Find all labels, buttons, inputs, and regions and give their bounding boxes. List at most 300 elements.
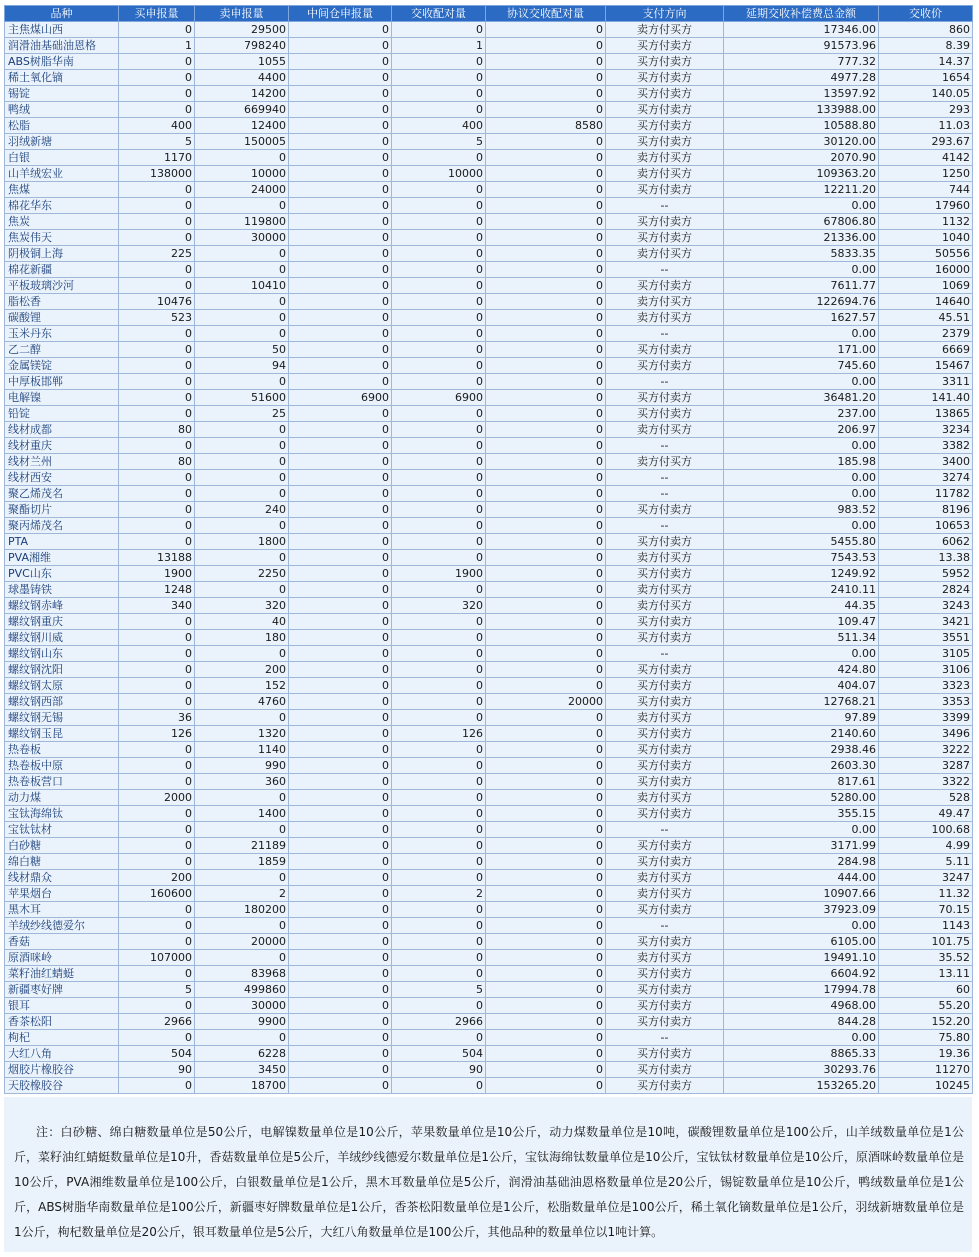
cell-payment-direction: 卖方付买方 bbox=[606, 582, 724, 598]
cell-variety: 螺纹钢川威 bbox=[5, 630, 119, 646]
cell-intermediate-declared: 0 bbox=[289, 134, 392, 150]
cell-delivery-price: 70.15 bbox=[879, 902, 973, 918]
cell-agreement-matched: 0 bbox=[486, 918, 606, 934]
cell-variety: 球墨铸铁 bbox=[5, 582, 119, 598]
cell-agreement-matched: 0 bbox=[486, 406, 606, 422]
cell-agreement-matched: 0 bbox=[486, 422, 606, 438]
cell-variety: PTA bbox=[5, 534, 119, 550]
cell-intermediate-declared: 0 bbox=[289, 326, 392, 342]
cell-compensation-total: 3171.99 bbox=[724, 838, 879, 854]
cell-intermediate-declared: 0 bbox=[289, 214, 392, 230]
cell-matched: 0 bbox=[392, 374, 486, 390]
cell-buy-declared: 0 bbox=[119, 774, 195, 790]
cell-buy-declared: 0 bbox=[119, 614, 195, 630]
cell-buy-declared: 0 bbox=[119, 662, 195, 678]
cell-matched: 0 bbox=[392, 630, 486, 646]
cell-variety: 脂松香 bbox=[5, 294, 119, 310]
cell-variety: 天胶橡胶谷 bbox=[5, 1078, 119, 1094]
table-header-row bbox=[5, 6, 973, 22]
cell-compensation-total: 97.89 bbox=[724, 710, 879, 726]
cell-matched: 0 bbox=[392, 822, 486, 838]
cell-delivery-price: 293.67 bbox=[879, 134, 973, 150]
cell-matched: 0 bbox=[392, 294, 486, 310]
cell-variety: 烟胶片橡胶谷 bbox=[5, 1062, 119, 1078]
cell-payment-direction: 卖方付买方 bbox=[606, 166, 724, 182]
cell-payment-direction: 卖方付买方 bbox=[606, 310, 724, 326]
cell-compensation-total: 2410.11 bbox=[724, 582, 879, 598]
cell-buy-declared: 0 bbox=[119, 678, 195, 694]
cell-intermediate-declared: 0 bbox=[289, 582, 392, 598]
table-row bbox=[5, 982, 973, 998]
cell-variety: 线材兰州 bbox=[5, 454, 119, 470]
cell-variety: 松脂 bbox=[5, 118, 119, 134]
cell-compensation-total: 109363.20 bbox=[724, 166, 879, 182]
cell-buy-declared: 5 bbox=[119, 982, 195, 998]
cell-payment-direction: 买方付卖方 bbox=[606, 406, 724, 422]
cell-payment-direction: -- bbox=[606, 198, 724, 214]
cell-matched: 0 bbox=[392, 902, 486, 918]
cell-compensation-total: 0.00 bbox=[724, 646, 879, 662]
cell-intermediate-declared: 0 bbox=[289, 1030, 392, 1046]
cell-variety: 金属镁锭 bbox=[5, 358, 119, 374]
cell-sell-declared: 94 bbox=[195, 358, 289, 374]
cell-sell-declared: 10000 bbox=[195, 166, 289, 182]
cell-buy-declared: 0 bbox=[119, 470, 195, 486]
cell-intermediate-declared: 0 bbox=[289, 742, 392, 758]
cell-intermediate-declared: 0 bbox=[289, 758, 392, 774]
cell-compensation-total: 745.60 bbox=[724, 358, 879, 374]
cell-matched: 2 bbox=[392, 886, 486, 902]
table-row bbox=[5, 774, 973, 790]
cell-intermediate-declared: 0 bbox=[289, 70, 392, 86]
table-row bbox=[5, 230, 973, 246]
cell-payment-direction: 买方付卖方 bbox=[606, 806, 724, 822]
cell-variety: 宝钛钛材 bbox=[5, 822, 119, 838]
cell-matched: 0 bbox=[392, 342, 486, 358]
cell-payment-direction: 买方付卖方 bbox=[606, 358, 724, 374]
cell-matched: 0 bbox=[392, 806, 486, 822]
cell-matched: 1 bbox=[392, 38, 486, 54]
cell-matched: 0 bbox=[392, 550, 486, 566]
cell-payment-direction: 买方付卖方 bbox=[606, 726, 724, 742]
cell-matched: 10000 bbox=[392, 166, 486, 182]
cell-sell-declared: 18700 bbox=[195, 1078, 289, 1094]
cell-matched: 0 bbox=[392, 54, 486, 70]
cell-variety: 苹果烟台 bbox=[5, 886, 119, 902]
cell-sell-declared: 0 bbox=[195, 518, 289, 534]
cell-variety: 聚酯切片 bbox=[5, 502, 119, 518]
table-row bbox=[5, 86, 973, 102]
cell-matched: 90 bbox=[392, 1062, 486, 1078]
cell-matched: 0 bbox=[392, 454, 486, 470]
cell-buy-declared: 1 bbox=[119, 38, 195, 54]
header-sell-declared: 卖申报量 bbox=[195, 6, 289, 22]
table-body bbox=[5, 22, 973, 1094]
cell-intermediate-declared: 0 bbox=[289, 902, 392, 918]
cell-buy-declared: 0 bbox=[119, 902, 195, 918]
table-row bbox=[5, 470, 973, 486]
cell-matched: 504 bbox=[392, 1046, 486, 1062]
cell-agreement-matched: 0 bbox=[486, 38, 606, 54]
cell-agreement-matched: 0 bbox=[486, 390, 606, 406]
cell-buy-declared: 0 bbox=[119, 534, 195, 550]
cell-delivery-price: 8196 bbox=[879, 502, 973, 518]
cell-sell-declared: 180 bbox=[195, 630, 289, 646]
cell-agreement-matched: 0 bbox=[486, 966, 606, 982]
table-row bbox=[5, 678, 973, 694]
table-row bbox=[5, 950, 973, 966]
cell-delivery-price: 3234 bbox=[879, 422, 973, 438]
table-row bbox=[5, 422, 973, 438]
cell-intermediate-declared: 0 bbox=[289, 1046, 392, 1062]
delivery-table-container bbox=[4, 5, 972, 1094]
cell-sell-declared: 152 bbox=[195, 678, 289, 694]
cell-compensation-total: 10907.66 bbox=[724, 886, 879, 902]
cell-matched: 6900 bbox=[392, 390, 486, 406]
cell-compensation-total: 817.61 bbox=[724, 774, 879, 790]
cell-intermediate-declared: 0 bbox=[289, 1014, 392, 1030]
cell-sell-declared: 1055 bbox=[195, 54, 289, 70]
cell-delivery-price: 3222 bbox=[879, 742, 973, 758]
cell-compensation-total: 0.00 bbox=[724, 374, 879, 390]
cell-variety: 银耳 bbox=[5, 998, 119, 1014]
cell-sell-declared: 6228 bbox=[195, 1046, 289, 1062]
cell-variety: 锡锭 bbox=[5, 86, 119, 102]
cell-delivery-price: 13.38 bbox=[879, 550, 973, 566]
cell-agreement-matched: 0 bbox=[486, 838, 606, 854]
cell-buy-declared: 0 bbox=[119, 102, 195, 118]
cell-sell-declared: 0 bbox=[195, 710, 289, 726]
cell-agreement-matched: 0 bbox=[486, 806, 606, 822]
cell-compensation-total: 122694.76 bbox=[724, 294, 879, 310]
cell-matched: 0 bbox=[392, 678, 486, 694]
cell-delivery-price: 3551 bbox=[879, 630, 973, 646]
cell-agreement-matched: 0 bbox=[486, 342, 606, 358]
cell-variety: 螺纹钢赤峰 bbox=[5, 598, 119, 614]
cell-matched: 0 bbox=[392, 966, 486, 982]
cell-compensation-total: 7543.53 bbox=[724, 550, 879, 566]
cell-sell-declared: 21189 bbox=[195, 838, 289, 854]
cell-buy-declared: 0 bbox=[119, 854, 195, 870]
cell-agreement-matched: 0 bbox=[486, 902, 606, 918]
table-row bbox=[5, 870, 973, 886]
cell-buy-declared: 0 bbox=[119, 742, 195, 758]
cell-delivery-price: 10245 bbox=[879, 1078, 973, 1094]
cell-agreement-matched: 0 bbox=[486, 438, 606, 454]
cell-agreement-matched: 0 bbox=[486, 790, 606, 806]
cell-sell-declared: 3450 bbox=[195, 1062, 289, 1078]
table-row bbox=[5, 630, 973, 646]
cell-agreement-matched: 0 bbox=[486, 230, 606, 246]
cell-intermediate-declared: 0 bbox=[289, 710, 392, 726]
cell-sell-declared: 119800 bbox=[195, 214, 289, 230]
cell-matched: 0 bbox=[392, 870, 486, 886]
cell-buy-declared: 0 bbox=[119, 1078, 195, 1094]
cell-agreement-matched: 0 bbox=[486, 678, 606, 694]
cell-intermediate-declared: 0 bbox=[289, 470, 392, 486]
cell-payment-direction: -- bbox=[606, 374, 724, 390]
cell-variety: 螺纹钢西部 bbox=[5, 694, 119, 710]
cell-agreement-matched: 0 bbox=[486, 982, 606, 998]
table-row bbox=[5, 166, 973, 182]
cell-buy-declared: 1248 bbox=[119, 582, 195, 598]
cell-payment-direction: -- bbox=[606, 438, 724, 454]
cell-sell-declared: 0 bbox=[195, 326, 289, 342]
cell-buy-declared: 80 bbox=[119, 454, 195, 470]
cell-delivery-price: 3274 bbox=[879, 470, 973, 486]
cell-buy-declared: 0 bbox=[119, 70, 195, 86]
cell-matched: 0 bbox=[392, 534, 486, 550]
cell-delivery-price: 14.37 bbox=[879, 54, 973, 70]
cell-sell-declared: 0 bbox=[195, 422, 289, 438]
cell-payment-direction: 买方付卖方 bbox=[606, 342, 724, 358]
cell-variety: 热卷板营口 bbox=[5, 774, 119, 790]
cell-buy-declared: 2966 bbox=[119, 1014, 195, 1030]
cell-compensation-total: 10588.80 bbox=[724, 118, 879, 134]
cell-compensation-total: 844.28 bbox=[724, 1014, 879, 1030]
cell-delivery-price: 6062 bbox=[879, 534, 973, 550]
cell-agreement-matched: 0 bbox=[486, 726, 606, 742]
table-row bbox=[5, 806, 973, 822]
cell-matched: 0 bbox=[392, 102, 486, 118]
cell-sell-declared: 0 bbox=[195, 246, 289, 262]
cell-payment-direction: 卖方付买方 bbox=[606, 950, 724, 966]
cell-matched: 0 bbox=[392, 646, 486, 662]
cell-intermediate-declared: 0 bbox=[289, 150, 392, 166]
cell-matched: 0 bbox=[392, 582, 486, 598]
cell-delivery-price: 3400 bbox=[879, 454, 973, 470]
cell-buy-declared: 504 bbox=[119, 1046, 195, 1062]
cell-delivery-price: 528 bbox=[879, 790, 973, 806]
cell-buy-declared: 0 bbox=[119, 326, 195, 342]
cell-sell-declared: 240 bbox=[195, 502, 289, 518]
cell-agreement-matched: 0 bbox=[486, 566, 606, 582]
cell-delivery-price: 8.39 bbox=[879, 38, 973, 54]
cell-intermediate-declared: 0 bbox=[289, 246, 392, 262]
cell-agreement-matched: 0 bbox=[486, 870, 606, 886]
cell-delivery-price: 3287 bbox=[879, 758, 973, 774]
cell-sell-declared: 0 bbox=[195, 950, 289, 966]
table-row bbox=[5, 790, 973, 806]
cell-matched: 0 bbox=[392, 1078, 486, 1094]
cell-intermediate-declared: 0 bbox=[289, 534, 392, 550]
cell-matched: 2966 bbox=[392, 1014, 486, 1030]
cell-compensation-total: 2140.60 bbox=[724, 726, 879, 742]
cell-payment-direction: 买方付卖方 bbox=[606, 758, 724, 774]
table-row bbox=[5, 214, 973, 230]
cell-sell-declared: 360 bbox=[195, 774, 289, 790]
cell-buy-declared: 400 bbox=[119, 118, 195, 134]
cell-matched: 0 bbox=[392, 262, 486, 278]
cell-buy-declared: 0 bbox=[119, 518, 195, 534]
cell-agreement-matched: 0 bbox=[486, 54, 606, 70]
cell-agreement-matched: 0 bbox=[486, 102, 606, 118]
cell-payment-direction: -- bbox=[606, 486, 724, 502]
cell-intermediate-declared: 0 bbox=[289, 182, 392, 198]
cell-agreement-matched: 0 bbox=[486, 470, 606, 486]
table-row bbox=[5, 998, 973, 1014]
cell-delivery-price: 17960 bbox=[879, 198, 973, 214]
cell-delivery-price: 3311 bbox=[879, 374, 973, 390]
table-row bbox=[5, 134, 973, 150]
cell-delivery-price: 141.40 bbox=[879, 390, 973, 406]
cell-intermediate-declared: 0 bbox=[289, 406, 392, 422]
cell-intermediate-declared: 0 bbox=[289, 662, 392, 678]
cell-matched: 0 bbox=[392, 422, 486, 438]
cell-delivery-price: 14640 bbox=[879, 294, 973, 310]
cell-agreement-matched: 0 bbox=[486, 758, 606, 774]
cell-delivery-price: 1132 bbox=[879, 214, 973, 230]
cell-intermediate-declared: 0 bbox=[289, 358, 392, 374]
cell-agreement-matched: 0 bbox=[486, 886, 606, 902]
cell-buy-declared: 0 bbox=[119, 966, 195, 982]
table-row bbox=[5, 710, 973, 726]
cell-variety: 线材鼎众 bbox=[5, 870, 119, 886]
cell-variety: 稀土氧化镝 bbox=[5, 70, 119, 86]
table-row bbox=[5, 486, 973, 502]
cell-matched: 0 bbox=[392, 694, 486, 710]
cell-payment-direction: 买方付卖方 bbox=[606, 1062, 724, 1078]
cell-variety: 聚丙烯茂名 bbox=[5, 518, 119, 534]
cell-payment-direction: 卖方付买方 bbox=[606, 598, 724, 614]
cell-intermediate-declared: 0 bbox=[289, 982, 392, 998]
cell-intermediate-declared: 0 bbox=[289, 198, 392, 214]
cell-delivery-price: 100.68 bbox=[879, 822, 973, 838]
cell-buy-declared: 0 bbox=[119, 22, 195, 38]
cell-payment-direction: 卖方付买方 bbox=[606, 710, 724, 726]
cell-compensation-total: 0.00 bbox=[724, 822, 879, 838]
cell-delivery-price: 3382 bbox=[879, 438, 973, 454]
cell-intermediate-declared: 0 bbox=[289, 950, 392, 966]
cell-payment-direction: 买方付卖方 bbox=[606, 934, 724, 950]
cell-variety: 枸杞 bbox=[5, 1030, 119, 1046]
cell-compensation-total: 91573.96 bbox=[724, 38, 879, 54]
cell-matched: 0 bbox=[392, 998, 486, 1014]
cell-sell-declared: 320 bbox=[195, 598, 289, 614]
cell-sell-declared: 50 bbox=[195, 342, 289, 358]
cell-buy-declared: 0 bbox=[119, 438, 195, 454]
cell-payment-direction: -- bbox=[606, 262, 724, 278]
cell-compensation-total: 5455.80 bbox=[724, 534, 879, 550]
table-row bbox=[5, 550, 973, 566]
cell-delivery-price: 1250 bbox=[879, 166, 973, 182]
cell-buy-declared: 2000 bbox=[119, 790, 195, 806]
cell-variety: 菜籽油红蜻蜓 bbox=[5, 966, 119, 982]
table-row bbox=[5, 934, 973, 950]
cell-compensation-total: 777.32 bbox=[724, 54, 879, 70]
cell-matched: 0 bbox=[392, 182, 486, 198]
cell-variety: 焦炭 bbox=[5, 214, 119, 230]
cell-compensation-total: 1249.92 bbox=[724, 566, 879, 582]
cell-intermediate-declared: 0 bbox=[289, 806, 392, 822]
cell-sell-declared: 200 bbox=[195, 662, 289, 678]
cell-variety: 平板玻璃沙河 bbox=[5, 278, 119, 294]
cell-intermediate-declared: 0 bbox=[289, 566, 392, 582]
cell-variety: 电解镍 bbox=[5, 390, 119, 406]
cell-intermediate-declared: 0 bbox=[289, 118, 392, 134]
cell-agreement-matched: 20000 bbox=[486, 694, 606, 710]
cell-buy-declared: 126 bbox=[119, 726, 195, 742]
cell-variety: 新疆枣好牌 bbox=[5, 982, 119, 998]
cell-agreement-matched: 0 bbox=[486, 374, 606, 390]
cell-variety: 铅锭 bbox=[5, 406, 119, 422]
cell-buy-declared: 0 bbox=[119, 758, 195, 774]
cell-matched: 0 bbox=[392, 438, 486, 454]
cell-sell-declared: 798240 bbox=[195, 38, 289, 54]
cell-matched: 0 bbox=[392, 86, 486, 102]
cell-payment-direction: 买方付卖方 bbox=[606, 230, 724, 246]
cell-compensation-total: 424.80 bbox=[724, 662, 879, 678]
cell-sell-declared: 20000 bbox=[195, 934, 289, 950]
cell-matched: 0 bbox=[392, 406, 486, 422]
table-row bbox=[5, 854, 973, 870]
cell-sell-declared: 0 bbox=[195, 454, 289, 470]
cell-buy-declared: 0 bbox=[119, 230, 195, 246]
cell-buy-declared: 1900 bbox=[119, 566, 195, 582]
cell-buy-declared: 0 bbox=[119, 806, 195, 822]
cell-matched: 0 bbox=[392, 838, 486, 854]
cell-payment-direction: 买方付卖方 bbox=[606, 534, 724, 550]
cell-payment-direction: 买方付卖方 bbox=[606, 54, 724, 70]
cell-sell-declared: 40 bbox=[195, 614, 289, 630]
units-footnote: 注：白砂糖、绵白糖数量单位是50公斤，电解镍数量单位是10公斤，苹果数量单位是10公斤，动力煤数量单位是10吨，碳酸锂数量单位是100公斤，山羊绒数量单位是1公斤，菜籽油红蜻蜓数量单位是10升，香菇数量单位是5公斤，羊绒纱线德爱尔数量单位是1公斤，宝钛海绵钛数量单位是10公斤，宝钛钛材数量单位是10公斤，原酒咪岭数量单位是10公斤，PVA湘维数量单位是100公斤，白银数量单位是1公斤，黑木耳数量单位是5公斤，润滑油基础油恩格数量单位是20公斤，锡锭数量单位是10公斤，鸭绒数量单位是1公斤，ABS树脂华南数量单位是100公斤，新疆枣好牌数量单位是1公斤，香茶松阳数量单位是1公斤，松脂数量单位是100公斤，稀土氧化镝数量单位是1公斤，羽绒新塘数量单位是1公斤，枸杞数量单位是20公斤，银耳数量单位是5公斤，大红八角数量单位是100公斤，其他品种的数量单位以1吨计算。 bbox=[4, 1097, 972, 1252]
cell-variety: 线材成都 bbox=[5, 422, 119, 438]
cell-buy-declared: 0 bbox=[119, 918, 195, 934]
cell-payment-direction: 卖方付买方 bbox=[606, 790, 724, 806]
cell-intermediate-declared: 0 bbox=[289, 998, 392, 1014]
cell-delivery-price: 2379 bbox=[879, 326, 973, 342]
cell-agreement-matched: 0 bbox=[486, 86, 606, 102]
cell-agreement-matched: 0 bbox=[486, 486, 606, 502]
cell-agreement-matched: 0 bbox=[486, 182, 606, 198]
table-row bbox=[5, 1046, 973, 1062]
cell-intermediate-declared: 0 bbox=[289, 886, 392, 902]
cell-intermediate-declared: 0 bbox=[289, 870, 392, 886]
cell-delivery-price: 11782 bbox=[879, 486, 973, 502]
cell-buy-declared: 90 bbox=[119, 1062, 195, 1078]
header-delivery-price: 交收价 bbox=[879, 6, 973, 22]
cell-payment-direction: 买方付卖方 bbox=[606, 38, 724, 54]
cell-delivery-price: 5952 bbox=[879, 566, 973, 582]
cell-sell-declared: 0 bbox=[195, 374, 289, 390]
cell-compensation-total: 0.00 bbox=[724, 1030, 879, 1046]
cell-intermediate-declared: 0 bbox=[289, 342, 392, 358]
table-row bbox=[5, 326, 973, 342]
cell-agreement-matched: 0 bbox=[486, 310, 606, 326]
cell-matched: 0 bbox=[392, 486, 486, 502]
cell-agreement-matched: 0 bbox=[486, 22, 606, 38]
cell-delivery-price: 3496 bbox=[879, 726, 973, 742]
cell-delivery-price: 101.75 bbox=[879, 934, 973, 950]
cell-variety: PVA湘维 bbox=[5, 550, 119, 566]
cell-sell-declared: 669940 bbox=[195, 102, 289, 118]
cell-matched: 0 bbox=[392, 710, 486, 726]
header-variety: 品种 bbox=[5, 6, 119, 22]
cell-delivery-price: 13.11 bbox=[879, 966, 973, 982]
table-row bbox=[5, 726, 973, 742]
cell-variety: 宝钛海绵钛 bbox=[5, 806, 119, 822]
cell-intermediate-declared: 0 bbox=[289, 822, 392, 838]
cell-matched: 0 bbox=[392, 1030, 486, 1046]
header-payment-direction: 支付方向 bbox=[606, 6, 724, 22]
cell-delivery-price: 1654 bbox=[879, 70, 973, 86]
cell-sell-declared: 29500 bbox=[195, 22, 289, 38]
cell-buy-declared: 200 bbox=[119, 870, 195, 886]
cell-matched: 320 bbox=[392, 598, 486, 614]
cell-buy-declared: 0 bbox=[119, 694, 195, 710]
cell-matched: 0 bbox=[392, 278, 486, 294]
cell-intermediate-declared: 0 bbox=[289, 54, 392, 70]
